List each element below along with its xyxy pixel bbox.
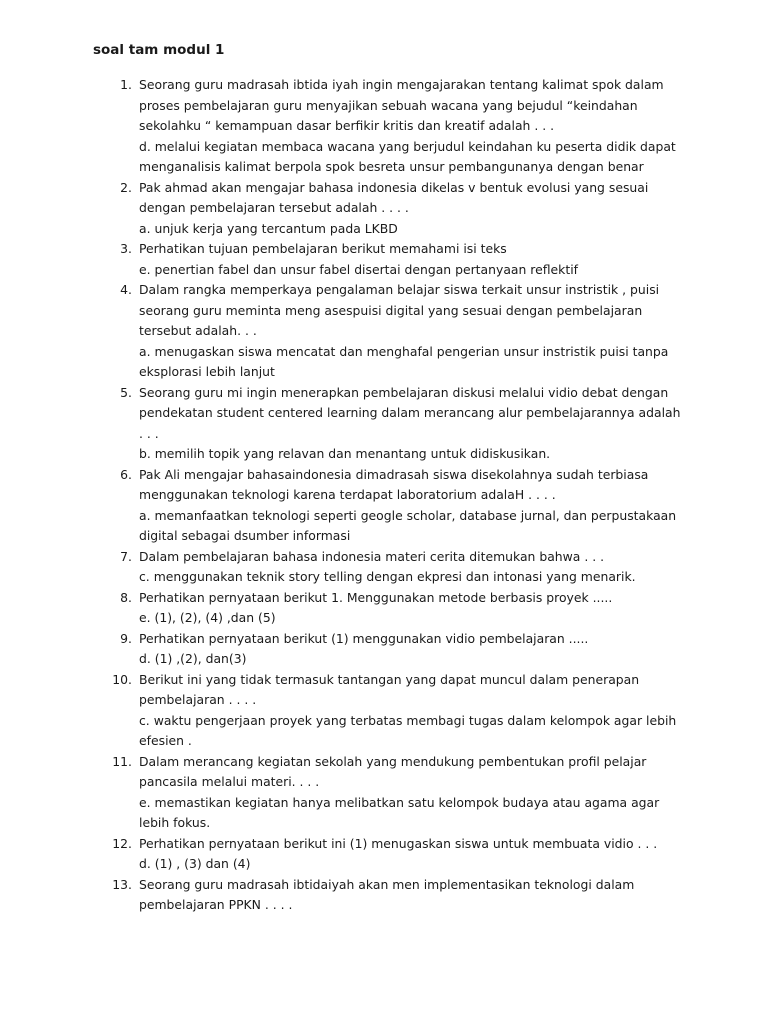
question-text: Dalam merancang kegiatan sekolah yang mendukung pembentukan profil pelajar pancasila melalui materi. . . . xyxy=(139,753,647,789)
question-item xyxy=(0,75,768,178)
question-number: 10. xyxy=(112,671,132,687)
question-number: 3. xyxy=(120,241,132,256)
question-item xyxy=(0,280,768,383)
question-number: 4. xyxy=(120,282,132,297)
question-item xyxy=(0,752,768,834)
question-text: Perhatikan pernyataan berikut ini (1) menugaskan siswa untuk membuata vidio . . . xyxy=(139,835,658,851)
question-number: 5. xyxy=(120,384,132,400)
question-item xyxy=(0,383,768,465)
question-item xyxy=(0,547,768,588)
question-text: Seorang guru mi ingin menerapkan pembelajaran diskusi melalui vidio debat dengan pendekatan student centered learning dalam merancang alur pembelajarannya adalah . . . xyxy=(139,384,681,441)
question-answer: c. menggunakan teknik story telling dengan ekpresi dan intonasi yang menarik. xyxy=(139,569,636,584)
question-number: 13. xyxy=(112,876,132,892)
question-number: 12. xyxy=(112,835,132,851)
question-answer: a. unjuk kerja yang tercantum pada LKBD xyxy=(139,220,398,236)
document-title: soal tam modul 1 xyxy=(93,42,225,58)
question-text: Pak ahmad akan mengajar bahasa indonesia dikelas v bentuk evolusi yang sesuai dengan pembelajaran tersebut adalah . . . . xyxy=(139,179,649,215)
question-text: Berikut ini yang tidak termasuk tantangan yang dapat muncul dalam penerapan pembelajaran . . . . xyxy=(139,671,640,707)
question-answer: d. (1) , (3) dan (4) xyxy=(139,856,251,871)
question-number: 9. xyxy=(120,630,132,646)
question-number: 6. xyxy=(120,466,132,482)
question-number: 8. xyxy=(120,589,132,605)
question-text: Seorang guru madrasah ibtida iyah ingin mengajarakan tentang kalimat spok dalam proses pembelajaran guru menyajikan sebuah wacana yang bejudul “keindahan sekolahku “ kemampuan dasar berfikir kritis dan kreatif adalah . . . xyxy=(139,77,664,133)
question-item xyxy=(0,588,768,629)
question-item xyxy=(0,178,768,240)
question-answer: e. (1), (2), (4) ,dan (5) xyxy=(139,610,276,625)
question-number: 7. xyxy=(120,548,132,564)
question-text: Dalam pembelajaran bahasa indonesia materi cerita ditemukan bahwa . . . xyxy=(139,548,605,564)
question-answer: a. memanfaatkan teknologi seperti geogle scholar, database jurnal, dan perpustakaan digital sebagai dsumber informasi xyxy=(139,507,677,543)
question-answer: d. melalui kegiatan membaca wacana yang berjudul keindahan ku peserta didik dapat menganalisis kalimat berpola spok besreta unsur pembangunanya dengan benar xyxy=(139,138,676,174)
question-item xyxy=(0,629,768,670)
question-number: 1. xyxy=(120,77,132,92)
question-answer: b. memilih topik yang relavan dan menantang untuk didiskusikan. xyxy=(139,446,551,461)
question-item xyxy=(0,875,768,916)
question-text: Perhatikan pernyataan berikut 1. Menggunakan metode berbasis proyek ..... xyxy=(139,589,613,605)
question-answer: e. penertian fabel dan unsur fabel disertai dengan pertanyaan reflektif xyxy=(139,261,579,277)
question-number: 11. xyxy=(112,753,132,769)
question-text: Perhatikan tujuan pembelajaran berikut memahami isi teks xyxy=(139,241,507,256)
question-number: 2. xyxy=(120,179,132,195)
question-item xyxy=(0,670,768,752)
question-item xyxy=(0,239,768,280)
question-text: Dalam rangka memperkaya pengalaman belajar siswa terkait unsur instristik , puisi seorang guru meminta meng asespuisi digital yang sesuai dengan pembelajaran tersebut adalah. . . xyxy=(139,282,660,338)
question-item xyxy=(0,834,768,875)
question-answer: e. memastikan kegiatan hanya melibatkan satu kelompok budaya atau agama agar lebih fokus. xyxy=(139,794,660,830)
question-answer: a. menugaskan siswa mencatat dan menghafal pengerian unsur instristik puisi tanpa eksplorasi lebih lanjut xyxy=(139,343,669,379)
question-text: Pak Ali mengajar bahasaindonesia dimadrasah siswa disekolahnya sudah terbiasa menggunakan teknologi karena terdapat laboratorium adalaH . . . . xyxy=(139,466,649,502)
question-item xyxy=(0,465,768,547)
question-text: Seorang guru madrasah ibtidaiyah akan men implementasikan teknologi dalam pembelajaran PPKN . . . . xyxy=(139,876,635,912)
question-text: Perhatikan pernyataan berikut (1) menggunakan vidio pembelajaran ..... xyxy=(139,630,589,646)
question-answer: d. (1) ,(2), dan(3) xyxy=(139,651,247,666)
question-answer: c. waktu pengerjaan proyek yang terbatas membagi tugas dalam kelompok agar lebih efesien . xyxy=(139,712,677,748)
question-list xyxy=(0,75,768,916)
